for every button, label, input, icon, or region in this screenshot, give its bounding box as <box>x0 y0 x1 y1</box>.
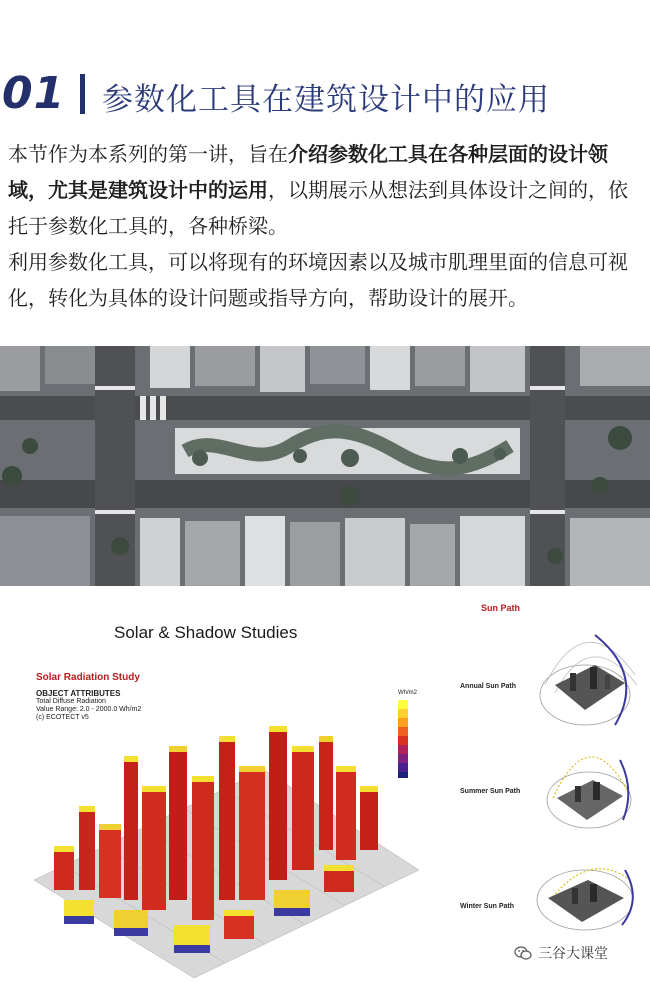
summer-sun-path-diagram <box>535 720 643 840</box>
annual-sun-path-label: Annual Sun Path <box>460 683 516 690</box>
radiation-city-model <box>24 700 424 980</box>
section-header <box>0 66 650 126</box>
intro-text-bold: 介绍参数化工具在各种层面的设计领域，尤其是建筑设计中的运用 <box>8 142 608 202</box>
legend-unit: Wh/m2 <box>398 690 418 696</box>
intro-text-b: ，以期展示从想法到具体设计之间的，依托于参数化工具的，各种桥梁。 <box>8 178 628 238</box>
winter-sun-path-label: Winter Sun Path <box>460 903 514 910</box>
solar-shadow-title: Solar & Shadow Studies <box>114 623 298 642</box>
intro-paragraph-2: 利用参数化工具，可以将现有的环境因素以及城市肌理里面的信息可视化，转化为具体的设计问题或指导方向，帮助设计的展开。 <box>8 250 628 310</box>
object-attributes-line: (c) ECOTECT v5 <box>36 714 89 721</box>
summer-sun-path-label: Summer Sun Path <box>460 788 521 795</box>
intro-text-a: 本节作为本系列的第一讲，旨在 <box>8 142 288 166</box>
section-number: 01 <box>2 68 66 119</box>
section-title: 参数化工具在建筑设计中的应用 <box>102 82 550 118</box>
object-attributes-line: Total Diffuse Radiation <box>36 698 106 705</box>
wechat-icon <box>514 946 532 960</box>
sun-path-title: Sun Path <box>481 603 521 613</box>
object-attributes-header: OBJECT ATTRIBUTES <box>36 689 121 698</box>
object-attributes-line: Value Range: 2.0 - 2000.0 Wh/m2 <box>36 706 142 713</box>
intro-paragraph-1 <box>8 136 644 244</box>
header-divider <box>80 74 85 114</box>
watermark <box>514 940 608 966</box>
radiation-study-title: Solar Radiation Study <box>36 672 140 683</box>
watermark-text: 三谷大课堂 <box>538 946 608 962</box>
winter-sun-path-diagram <box>530 840 642 940</box>
aerial-city-photo <box>0 346 650 586</box>
